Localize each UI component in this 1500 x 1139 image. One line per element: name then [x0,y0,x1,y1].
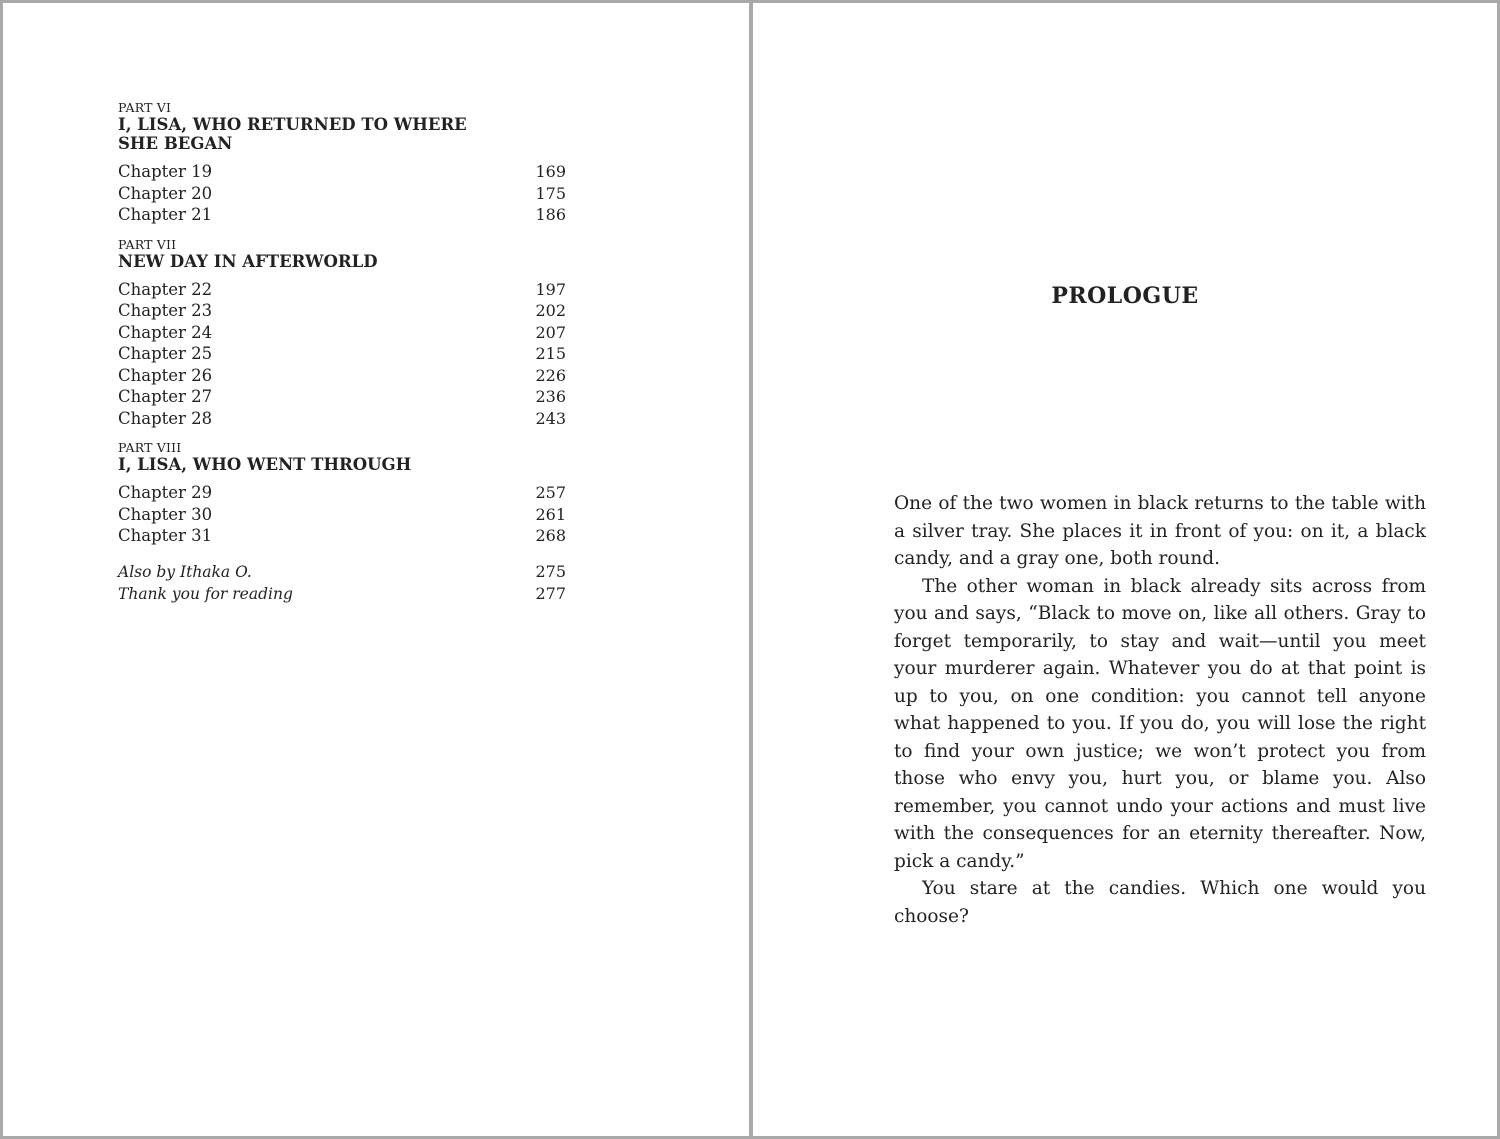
toc-entry[interactable] [118,343,566,365]
left-page [3,3,749,1136]
toc-entry-also-by[interactable] [118,561,566,583]
toc-entry[interactable] [118,408,566,430]
chapter-name: Chapter 22 [118,279,213,299]
page-number: 257 [535,483,566,502]
part-label: PART VIII [118,440,182,455]
page-number: 175 [535,183,566,203]
table-of-contents [118,100,566,605]
paragraph: You stare at the candies. Which one would you choose? [894,878,1426,927]
page-number: 215 [535,344,566,363]
toc-entry[interactable] [118,161,566,183]
chapter-name: Chapter 30 [118,504,213,524]
toc-entry[interactable] [118,300,566,322]
chapter-name: Chapter 19 [118,162,213,181]
chapter-name: Chapter 24 [118,322,213,342]
page-number: 277 [535,583,566,603]
extra-name: Also by Ithaka O. [118,562,252,581]
toc-entry[interactable] [118,365,566,387]
part-title: I, LISA, WHO WENT THROUGH [118,455,412,474]
part-label: PART VII [118,236,177,252]
toc-entry[interactable] [118,204,566,226]
page-number: 207 [535,322,566,342]
page-number: 275 [535,561,566,581]
chapter-name: Chapter 25 [118,344,213,363]
chapter-heading: PROLOGUE [1051,283,1199,309]
toc-entry[interactable] [118,504,566,526]
right-page [753,3,1497,1136]
prologue-body [894,490,1426,930]
page-number: 197 [535,279,566,299]
toc-entry[interactable] [118,183,566,205]
chapter-name: Chapter 21 [118,205,213,224]
paragraph: One of the two women in black returns to the table with a silver tray. She places it in front of you: on it, a black candy, and a gray one, both round. [894,493,1426,569]
page-number: 226 [535,365,566,385]
chapter-name: Chapter 29 [118,483,213,502]
page-number: 169 [535,162,566,181]
toc-part [118,100,566,226]
part-title: I, LISA, WHO RETURNED TO WHERE SHE BEGAN [118,115,467,153]
extra-name: Thank you for reading [118,584,293,603]
chapter-name: Chapter 20 [118,183,213,203]
toc-entry[interactable] [118,279,566,301]
part-title: NEW DAY IN AFTERWORLD [118,251,378,271]
page-number: 243 [535,408,566,428]
toc-part [118,440,566,547]
page-number: 186 [535,205,566,224]
page-number: 202 [535,301,566,320]
toc-extras [118,561,566,605]
chapter-name: Chapter 31 [118,526,213,545]
chapter-name: Chapter 23 [118,301,213,320]
toc-entry[interactable] [118,482,566,504]
toc-entry[interactable] [118,322,566,344]
chapter-name: Chapter 27 [118,387,213,406]
toc-part [118,237,566,430]
part-label: PART VI [118,100,172,115]
chapter-name: Chapter 28 [118,408,213,428]
toc-entry-thank-you[interactable] [118,583,566,605]
chapter-name: Chapter 26 [118,365,213,385]
toc-entry[interactable] [118,525,566,547]
page-number: 268 [535,526,566,545]
page-number: 236 [535,387,566,406]
toc-entry[interactable] [118,386,566,408]
page-number: 261 [535,504,566,524]
paragraph: The other woman in black already sits across from you and says, “Black to move on, like all others. Gray to forget temporarily, to stay and wait—until you meet your murderer again. Whatever you do at that point is up to you, on one condition: you cannot tell anyone what happened to you. If you do, you will lose the right to find your own justice; we won’t protect you from those who envy you, hurt you, or blame you. Also remember, you cannot undo your actions and must live with the consequences for an eternity thereafter. Now, pick a candy.” [894,575,1426,872]
